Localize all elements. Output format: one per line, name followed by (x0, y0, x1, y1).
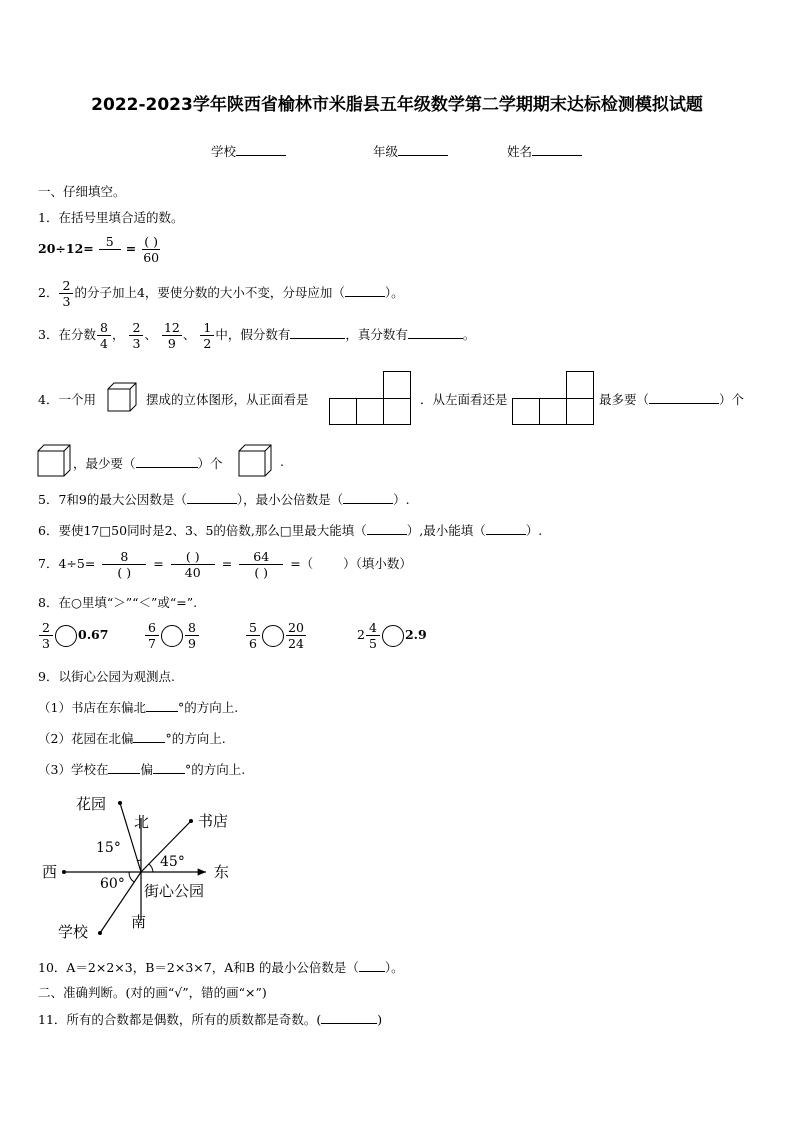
grade-label: 年级 (373, 144, 399, 159)
compare-circle[interactable] (262, 625, 284, 647)
school-label: 学校 (58, 923, 89, 941)
question-4-a: 4．一个用 (38, 392, 96, 407)
q9-s3-angle-blank[interactable] (153, 762, 185, 774)
bookstore-label: 书店 (198, 812, 229, 830)
question-7: 7．4÷5= $\frac{8}{( )}$ = $\frac{( )}{40}$ = $\frac{64}{( )}$ =（ ）（填小数） (38, 549, 412, 580)
q1-lead: 20÷12= (38, 241, 94, 256)
compare-circle[interactable] (161, 625, 183, 647)
left-view-grid (512, 371, 594, 425)
question-4-b: 摆成的立体图形，从正面看是 (146, 392, 309, 407)
question-4-h: . (280, 454, 284, 469)
q10-answer-blank[interactable] (359, 960, 385, 972)
q6-max-blank[interactable] (367, 523, 407, 535)
school-field (211, 142, 286, 160)
question-2: 2． $\frac{2}{3}$ 的分子加上4，要使分数的大小不变，分母应加（ ）。 (38, 278, 404, 309)
question-6: 6．要使17□50同时是2、3、5的倍数,那么□里最大能填（ ）,最小能填（ ）. (38, 523, 543, 538)
park-label: 街心公园 (144, 882, 205, 900)
question-9: 9．以街心公园为观测点. (38, 669, 175, 684)
name-label: 姓名 (507, 144, 533, 159)
question-4-c: ．从左面看还是 (420, 392, 508, 407)
school-blank[interactable] (236, 144, 286, 156)
q1-equals: = (125, 241, 137, 256)
angle-60-label: 60° (100, 876, 125, 892)
question-8: 8．在○里填“＞”“＜”或“=”. (38, 595, 198, 610)
q8-item-3: $\frac{5}{6}$ $\frac{20}{24}$ (245, 620, 307, 651)
q3-proper-blank[interactable] (408, 327, 463, 339)
question-10: 10．A＝2×2×3，B＝2×3×7，A和B 的最小公倍数是（ ）。 (38, 960, 404, 975)
north-label: 北 (134, 813, 150, 831)
east-label: 东 (214, 863, 230, 881)
angle-45-label: 45° (160, 854, 185, 870)
page-title: 2022-2023学年陕西省榆林市米脂县五年级数学第二学期期末达标检测模拟试题 (91, 95, 703, 115)
q5-lcm-blank[interactable] (343, 492, 393, 504)
cube-icon (36, 443, 72, 478)
question-1-equation (38, 234, 162, 265)
q9-sub-1: （1）书店在东偏北 °的方向上. (38, 700, 239, 715)
q4-min-blank[interactable] (136, 456, 198, 468)
school-label: 学校 (211, 144, 237, 159)
west-label: 西 (42, 863, 58, 881)
direction-diagram (38, 790, 258, 945)
q3-improper-blank[interactable] (290, 327, 345, 339)
angle-15-label: 15° (96, 840, 121, 856)
q2-answer-blank[interactable] (345, 285, 385, 297)
grade-field (373, 142, 448, 160)
garden-label: 花园 (76, 795, 107, 813)
q8-item-2: $\frac{6}{7}$ $\frac{8}{9}$ (144, 620, 200, 651)
cube-icon (106, 381, 138, 413)
q8-item-4: 2 $\frac{4}{5}$ 2.9 (357, 620, 427, 651)
q4-max-blank[interactable] (649, 392, 719, 404)
q5-gcd-blank[interactable] (187, 492, 237, 504)
cube-icon (237, 443, 273, 478)
q9-s3-dir-blank[interactable] (108, 762, 140, 774)
q6-min-blank[interactable] (486, 523, 526, 535)
q9-s1-blank[interactable] (146, 700, 178, 712)
q9-sub-2: （2）花园在北偏 °的方向上. (38, 731, 226, 746)
question-4-f: ，最少要（ ）个 (73, 456, 223, 471)
compare-circle[interactable] (382, 625, 404, 647)
compare-circle[interactable] (55, 625, 77, 647)
south-label: 南 (131, 913, 147, 931)
front-view-grid (329, 371, 411, 425)
q1-fraction-1: 5 (99, 234, 121, 265)
question-3: 3．在分数 $\frac{8}{4}$ ， $\frac{2}{3}$ 、 $\frac{12}{9}$ 、 $\frac{1}{2}$ 中，假分数有 ，真分数有 。 (38, 320, 476, 351)
name-field (507, 142, 582, 160)
q1-fraction-2: $\frac{( )}{60}$ (143, 234, 160, 265)
q11-answer-blank[interactable] (321, 1012, 377, 1024)
question-4-d: 最多要（ ）个 (599, 392, 745, 407)
section-2-heading: 二、准确判断。(对的画“√”，错的画“×”) (38, 985, 267, 1000)
q8-item-1: $\frac{2}{3}$ 0.67 (38, 620, 108, 651)
question-11: 11．所有的合数都是偶数，所有的质数都是奇数。( ) (38, 1012, 383, 1027)
question-5: 5．7和9的最大公因数是（ ），最小公倍数是（ ）. (38, 492, 410, 507)
grade-blank[interactable] (398, 144, 448, 156)
name-blank[interactable] (532, 144, 582, 156)
q9-s2-blank[interactable] (133, 731, 165, 743)
q9-sub-3: （3）学校在 偏 °的方向上. (38, 762, 246, 777)
question-1: 1．在括号里填合适的数。 (38, 210, 184, 225)
section-1-heading: 一、仔细填空。 (38, 184, 126, 199)
